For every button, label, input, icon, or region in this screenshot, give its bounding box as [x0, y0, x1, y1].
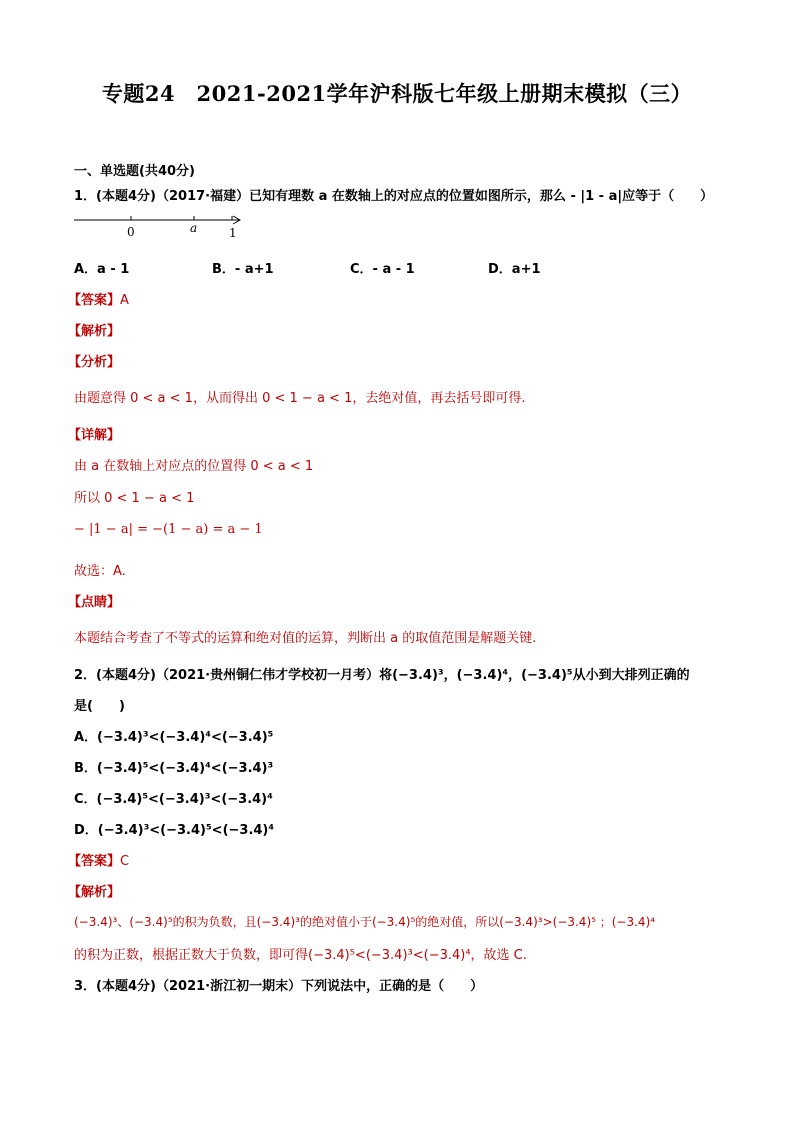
tick-label-0: 0	[127, 225, 135, 239]
comment-tag: 【点睛】	[68, 595, 121, 610]
detail-line-2: 所以 0 < 1 − a < 1	[74, 491, 195, 506]
q2-option-c: C．(−3.4)⁵<(−3.4)³<(−3.4)⁴	[74, 792, 273, 807]
question-2-stem-line2: 是( )	[74, 699, 125, 714]
q2-answer-line	[68, 850, 129, 869]
q2-option-a: A．(−3.4)³<(−3.4)⁴<(−3.4)⁵	[74, 730, 274, 745]
detail-line-1: 由 a 在数轴上对应点的位置得 0 < a < 1	[74, 459, 314, 474]
answer-value: A	[120, 293, 129, 308]
question-1-stem: 1．(本题4分)（2017·福建）已知有理数 a 在数轴上的对应点的位置如图所示，那么 - |1 - a|应等于（ ）	[74, 189, 714, 204]
answer-tag: 【答案】	[68, 293, 121, 308]
answer-value: C	[120, 854, 130, 869]
comment-text: 本题结合考查了不等式的运算和绝对值的运算，判断出 a 的取值范围是解题关键.	[74, 631, 537, 646]
detail-line-4: 故选：A.	[74, 564, 126, 579]
tick-label-a: a	[190, 221, 198, 235]
answer-tag: 【答案】	[68, 854, 121, 869]
q1-option-d: D．a+1	[488, 262, 541, 277]
q1-answer-line	[68, 289, 129, 308]
fenxi-tag: 【分析】	[68, 355, 121, 370]
q2-analysis-line1: (−3.4)³、(−3.4)⁵的积为负数，且(−3.4)³的绝对值小于(−3.4)⁵的绝对值，所以(−3.4)³>(−3.4)⁵ ；(−3.4)⁴	[74, 915, 656, 929]
question-2-stem-line1: 2．(本题4分)（2021·贵州铜仁伟才学校初一月考）将(−3.4)³，(−3.4)⁴，(−3.4)⁵从小到大排列正确的	[74, 668, 690, 683]
q2-option-d: D．(−3.4)³<(−3.4)⁵<(−3.4)⁴	[74, 823, 275, 838]
analysis-tag: 【解析】	[68, 885, 121, 900]
q2-analysis-line2: 的积为正数，根据正数大于负数，即可得(−3.4)⁵<(−3.4)³<(−3.4)⁴，故选 C.	[74, 948, 527, 963]
analysis-tag: 【解析】	[68, 324, 121, 339]
detail-line-3: − |1 − a| = −(1 − a) = a − 1	[74, 522, 263, 537]
section-heading: 一、单选题(共40分)	[74, 164, 195, 179]
q1-option-c: C．- a - 1	[350, 262, 415, 277]
tick-label-1: 1	[229, 226, 237, 240]
page-title: 专题24 2021-2021学年沪科版七年级上册期末模拟（三）	[101, 81, 693, 106]
q1-option-a: A．a - 1	[74, 262, 130, 277]
q2-option-b: B．(−3.4)⁵<(−3.4)⁴<(−3.4)³	[74, 761, 274, 776]
question-3-stem: 3．(本题4分)（2021·浙江初一期末）下列说法中，正确的是（ ）	[74, 979, 484, 994]
fenxi-text: 由题意得 0 < a < 1，从而得出 0 < 1 − a < 1，去绝对值，再去括号即可得.	[74, 391, 526, 406]
q1-option-b: B．- a+1	[212, 262, 274, 277]
number-line	[72, 210, 252, 240]
detail-tag: 【详解】	[68, 428, 121, 443]
